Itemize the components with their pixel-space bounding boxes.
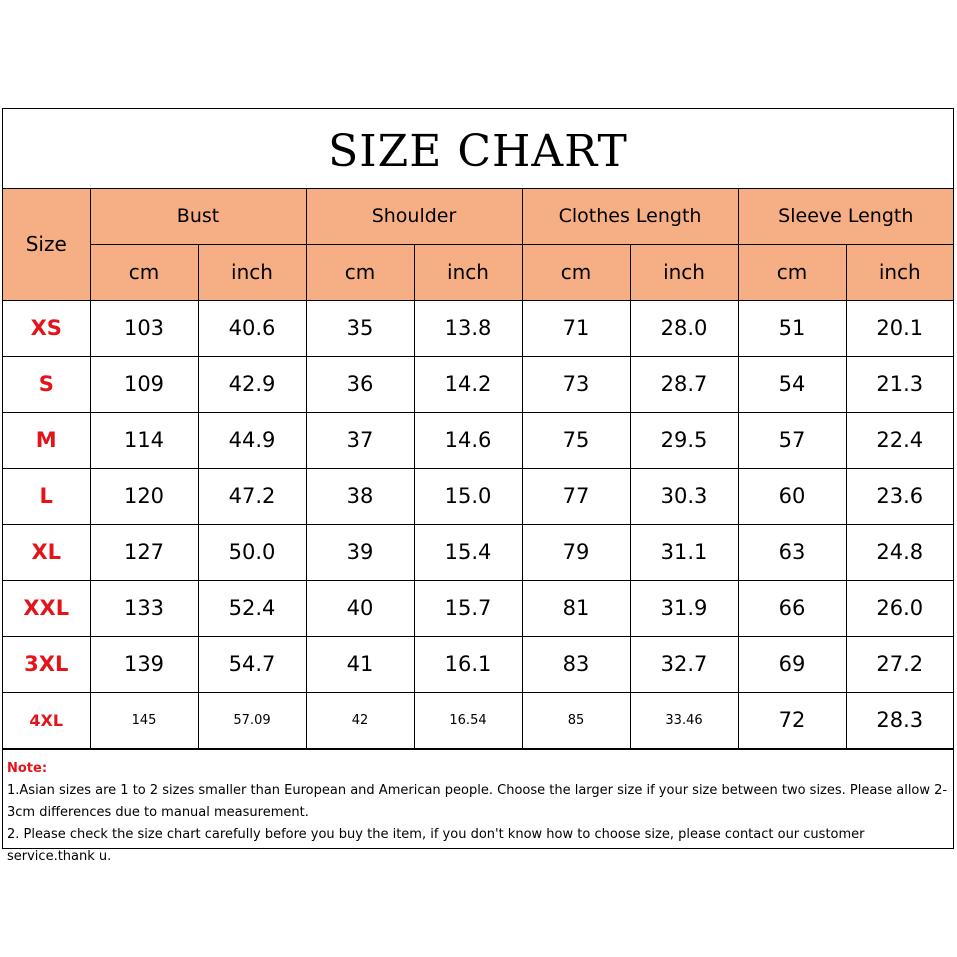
table-cell: 127 [90,524,198,580]
size-label: XXL [3,580,90,636]
table-cell: 31.1 [630,524,738,580]
table-cell: 54 [738,356,846,412]
unit-header: cm [306,244,414,300]
table-cell: 72 [738,692,846,748]
note-line-1: 1.Asian sizes are 1 to 2 sizes smaller than European and American people. Choose the larger size if your size between two sizes. Please allow 2-3cm differences due to manual measurement. [7,782,948,820]
table-cell: 83 [522,636,630,692]
table-cell: 24.8 [846,524,953,580]
table-cell: 27.2 [846,636,953,692]
table-cell: 75 [522,412,630,468]
group-header-bust: Bust [90,189,306,244]
table-cell: 29.5 [630,412,738,468]
table-cell: 13.8 [414,300,522,356]
chart-title: SIZE CHART [328,126,628,177]
table-cell: 30.3 [630,468,738,524]
table-cell: 47.2 [198,468,306,524]
note-line-2: 2. Please check the size chart carefully before you buy the item, if you don't know how to choose size, please contact our customer service.thank u. [7,826,865,864]
table-cell: 42 [306,692,414,748]
table-cell: 36 [306,356,414,412]
table-cell: 28.7 [630,356,738,412]
table-cell: 20.1 [846,300,953,356]
table-cell: 133 [90,580,198,636]
size-label: 4XL [3,692,90,748]
size-label: XL [3,524,90,580]
table-cell: 57.09 [198,692,306,748]
table-cell: 77 [522,468,630,524]
size-label: 3XL [3,636,90,692]
table-cell: 60 [738,468,846,524]
size-label: L [3,468,90,524]
table-cell: 114 [90,412,198,468]
size-header: Size [3,189,90,300]
size-table [3,189,953,749]
group-header-clothes-length: Clothes Length [522,189,738,244]
table-row [3,580,953,636]
table-cell: 37 [306,412,414,468]
table-cell: 139 [90,636,198,692]
group-header-sleeve-length: Sleeve Length [738,189,953,244]
table-cell: 28.0 [630,300,738,356]
table-cell: 31.9 [630,580,738,636]
table-cell: 109 [90,356,198,412]
table-cell: 103 [90,300,198,356]
table-cell: 15.0 [414,468,522,524]
table-cell: 21.3 [846,356,953,412]
unit-header: inch [414,244,522,300]
table-cell: 40 [306,580,414,636]
table-cell: 63 [738,524,846,580]
table-cell: 22.4 [846,412,953,468]
table-cell: 32.7 [630,636,738,692]
table-cell: 35 [306,300,414,356]
group-header-shoulder: Shoulder [306,189,522,244]
table-row [3,300,953,356]
table-cell: 39 [306,524,414,580]
table-cell: 28.3 [846,692,953,748]
unit-header: cm [738,244,846,300]
table-cell: 15.4 [414,524,522,580]
unit-header: cm [90,244,198,300]
table-cell: 85 [522,692,630,748]
unit-header: cm [522,244,630,300]
table-cell: 50.0 [198,524,306,580]
size-label: S [3,356,90,412]
table-row [3,412,953,468]
table-row [3,692,953,748]
table-cell: 26.0 [846,580,953,636]
title-row [3,109,953,189]
table-row [3,636,953,692]
table-cell: 145 [90,692,198,748]
table-cell: 57 [738,412,846,468]
table-cell: 41 [306,636,414,692]
note-title: Note: [7,760,48,776]
table-row [3,524,953,580]
unit-header: inch [846,244,953,300]
table-cell: 66 [738,580,846,636]
size-chart [2,108,954,864]
table-cell: 42.9 [198,356,306,412]
size-label: XS [3,300,90,356]
table-cell: 81 [522,580,630,636]
table-cell: 40.6 [198,300,306,356]
table-cell: 23.6 [846,468,953,524]
table-cell: 71 [522,300,630,356]
table-cell: 52.4 [198,580,306,636]
header-row-groups [3,189,953,244]
table-row [3,356,953,412]
unit-header: inch [630,244,738,300]
table-cell: 14.6 [414,412,522,468]
table-cell: 79 [522,524,630,580]
table-cell: 15.7 [414,580,522,636]
table-cell: 16.1 [414,636,522,692]
table-cell: 54.7 [198,636,306,692]
notes-section [3,749,953,868]
table-cell: 38 [306,468,414,524]
table-cell: 44.9 [198,412,306,468]
table-cell: 33.46 [630,692,738,748]
table-cell: 73 [522,356,630,412]
table-cell: 51 [738,300,846,356]
unit-header: inch [198,244,306,300]
table-cell: 120 [90,468,198,524]
table-cell: 16.54 [414,692,522,748]
table-cell: 14.2 [414,356,522,412]
table-row [3,468,953,524]
size-label: M [3,412,90,468]
header-row-units [3,244,953,300]
table-cell: 69 [738,636,846,692]
